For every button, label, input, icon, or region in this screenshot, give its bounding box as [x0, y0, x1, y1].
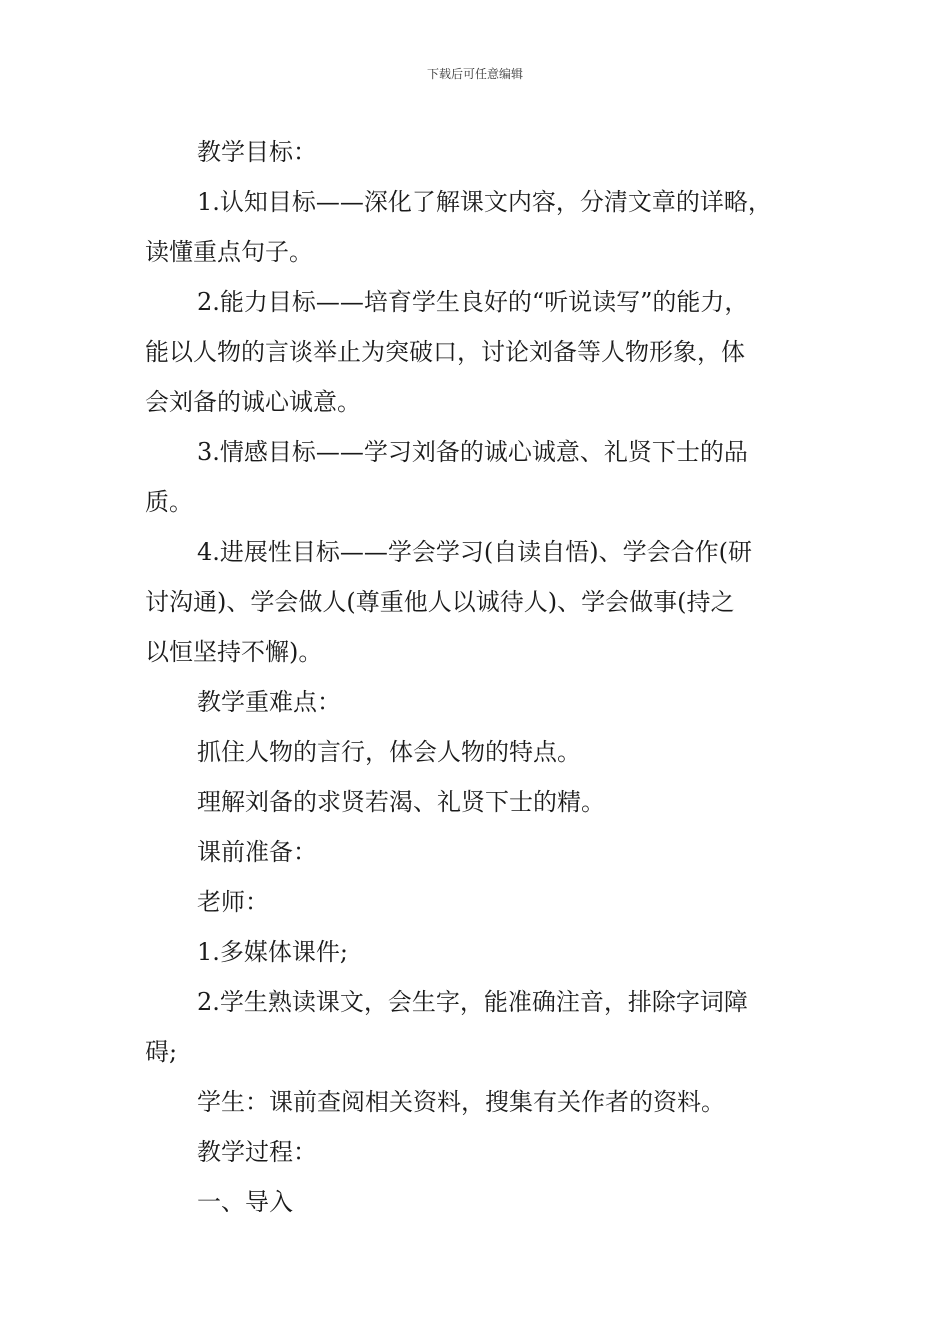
- key-point-2: [145, 777, 807, 827]
- text-line: 抓住人物的言行，体会人物的特点。: [197, 738, 581, 766]
- text-line: 2.能力目标——培育学生良好的“听说读写”的能力，: [197, 288, 749, 316]
- text-line: 课前准备：: [197, 838, 317, 866]
- document-body: [145, 127, 807, 1227]
- text-line: 1.多媒体课件;: [197, 938, 348, 966]
- section-introduction: [145, 1177, 807, 1227]
- text-line: 碍;: [145, 1038, 178, 1066]
- key-point-1: [145, 727, 807, 777]
- text-line: 教学目标：: [197, 138, 317, 166]
- text-line: 会刘备的诚心诚意。: [145, 388, 361, 416]
- text-line: 以恒坚持不懈)。: [145, 638, 323, 666]
- text-line: 老师：: [197, 888, 269, 916]
- text-line: 讨沟通)、学会做人(尊重他人以诚待人)、学会做事(持之: [145, 588, 735, 616]
- prep-item-1: [145, 927, 807, 977]
- teacher-label: [145, 877, 807, 927]
- text-line: 一、导入: [197, 1188, 293, 1216]
- goal-cognitive: [145, 177, 807, 277]
- heading-preparation: [145, 827, 807, 877]
- text-line: 3.情感目标——学习刘备的诚心诚意、礼贤下士的品: [197, 438, 748, 466]
- text-line: 教学重难点：: [197, 688, 341, 716]
- heading-key-difficulties: [145, 677, 807, 727]
- text-line: 理解刘备的求贤若渴、礼贤下士的精。: [197, 788, 605, 816]
- goal-ability: [145, 277, 807, 427]
- goal-emotional: [145, 427, 807, 527]
- text-line: 质。: [145, 488, 193, 516]
- text-line: 4.进展性目标——学会学习(自读自悟)、学会合作(研: [197, 538, 752, 566]
- heading-teaching-goals: [145, 127, 807, 177]
- text-line: 1.认知目标——深化了解课文内容，分清文章的详略，: [197, 188, 772, 216]
- text-line: 2.学生熟读课文，会生字，能准确注音，排除字词障: [197, 988, 748, 1016]
- prep-item-2: [145, 977, 807, 1077]
- heading-teaching-process: [145, 1127, 807, 1177]
- text-line: 教学过程：: [197, 1138, 317, 1166]
- page-header: 下载后可任意编辑: [426, 67, 523, 81]
- text-line: 能以人物的言谈举止为突破口，讨论刘备等人物形象，体: [145, 338, 745, 366]
- student-prep: [145, 1077, 807, 1127]
- text-line: 读懂重点句子。: [145, 238, 313, 266]
- goal-developmental: [145, 527, 807, 677]
- text-line: 学生：课前查阅相关资料，搜集有关作者的资料。: [197, 1088, 725, 1116]
